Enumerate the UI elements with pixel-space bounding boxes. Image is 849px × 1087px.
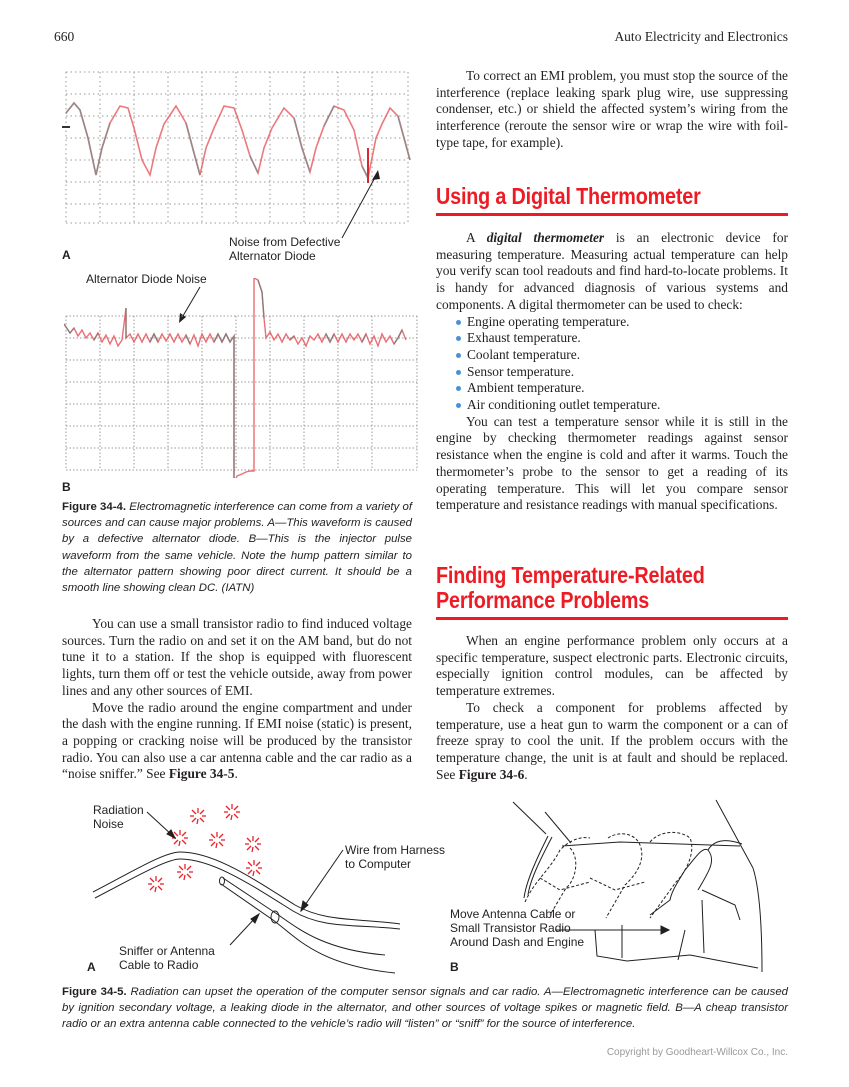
paragraph-specific-temperature: When an engine performance problem only occurs at a specific temperature, suspect electronic parts. Electronic circuits, especially ignition control modules, can be affected by temperature extremes.	[436, 633, 788, 699]
list-item: Ambient temperature.	[456, 380, 788, 397]
paragraph-transistor-radio: You can use a small transistor radio to find induced voltage sources. Turn the radio on and set it on the AM band, but do not tune it to a station. If the shop is equipped with fluorescent lights, turn them off or test the vehicle outside, away from power lines and any other sources of EMI.	[62, 616, 412, 698]
right-column-intro	[436, 68, 788, 152]
figure-34-5-panel-b-label: B	[450, 960, 459, 974]
figure-ref-34-6[interactable]: Figure 34-6	[458, 766, 525, 782]
list-item: Air conditioning outlet temperature.	[456, 397, 788, 414]
term-digital-thermometer: digital thermometer	[486, 230, 605, 245]
list-item: Engine operating temperature.	[456, 314, 788, 331]
callout-wire-harness: Wire from Harness to Computer	[345, 843, 446, 871]
paragraph-digital-thermometer: A digital thermometer is an electronic device for measuring temperature. Measuring actual temperature can help you verify scan tool readouts and find hard-to-locate problems. It is handy for advanced diagnosis of various systems and components. A digital thermometer can be used to check:	[436, 230, 788, 312]
paragraph-heat-gun: To check a component for problems affected by temperature, use a heat gun to warm the component or a can of freeze spray to cool the unit. If the problem occurs with the temperature change, the unit is at fault and should be replaced. See Figure 34-6.	[436, 699, 788, 782]
list-item: Sensor temperature.	[456, 364, 788, 381]
callout-move-antenna: Move Antenna Cable or Small Transistor Radio Around Dash and Engine	[450, 907, 585, 949]
copyright-notice: Copyright by Goodheart-Willcox Co., Inc.	[606, 1047, 788, 1058]
callout-alternator-diode-noise: Alternator Diode Noise	[86, 272, 207, 286]
figure-34-5-caption-label: Figure 34-5.	[62, 986, 127, 998]
left-column-body	[62, 616, 412, 783]
heading-rule	[436, 617, 788, 620]
list-item: Exhaust temperature.	[456, 330, 788, 347]
figure-34-4-caption	[62, 499, 412, 596]
callout-radiation-noise: Radiation Noise	[93, 803, 144, 831]
paragraph-correct-emi: To correct an EMI problem, you must stop the source of the interference (replace leaking spark plug wire, use suppressing condenser, etc.) or shield the affected system’s wiring from the interference (reroute the sensor wire or wrap the wire with foil-type tape, for example).	[436, 68, 788, 150]
figure-34-4-panel-a-label: A	[62, 248, 71, 262]
list-item: Coolant temperature.	[456, 347, 788, 364]
section-digital-thermometer-body	[436, 230, 788, 514]
callout-noise-defective-diode: Noise from Defective Alternator Diode	[229, 235, 341, 263]
figure-34-4-panel-b-label: B	[62, 480, 71, 494]
section-temperature-problems-body	[436, 633, 788, 783]
figure-34-5-illustration-b	[440, 790, 800, 980]
section-heading-digital-thermometer: Using a Digital Thermometer	[436, 183, 701, 209]
callout-sniffer-cable: Sniffer or Antenna Cable to Radio	[119, 944, 215, 972]
book-title: Auto Electricity and Electronics	[614, 29, 788, 44]
thermometer-uses-list	[436, 314, 788, 414]
section-heading-temperature-problems: Finding Temperature-Related Performance Problems	[436, 562, 705, 613]
paragraph-test-sensor: You can test a temperature sensor while it is still in the engine by checking thermometer readings against sensor resistance when the engine is cold and after it warms. Touch the thermometer’s probe to the sensor to get a reading of its operating temperature. This will let you compare sensor temperature and resistance readings with manual specifications.	[436, 413, 788, 513]
page-number: 660	[54, 29, 75, 44]
figure-34-4-caption-label: Figure 34-4.	[62, 501, 126, 513]
figure-34-4-caption-text: Electromagnetic interference can come from a variety of sources and can cause major problems. A—This waveform is caused by a defective alternator diode. B—This is the injector pulse waveform from the same vehicle. Note the hump pattern similar to the alternator pattern showing poor direct current. It should be a smooth line showing clean DC. (IATN)	[62, 501, 413, 595]
figure-ref-34-5[interactable]: Figure 34-5	[168, 766, 235, 782]
figure-34-5-caption-text: Radiation can upset the operation of the computer sensor signals and car radio. A—Electromagnetic interference can be caused by ignition secondary voltage, a leaking diode in the alternator, and other sources of voltage spikes or magnetic field. B—A cheap transistor radio or an extra antenna cable connected to the vehicle’s radio will “listen” or “sniff” for the source of interference.	[62, 986, 788, 1031]
heading-rule	[436, 213, 788, 216]
figure-34-5-caption	[62, 984, 788, 1033]
paragraph-move-radio: Move the radio around the engine compartment and under the dash with the engine running. If EMI noise (static) is present, a popping or cracking noise will be produced by the transistor radio. You can also use a car antenna cable and the car radio as a “noise sniffer.” See Figure 34-5.	[62, 699, 412, 782]
callout-arrow-a	[300, 160, 390, 240]
figure-34-5-panel-a-label: A	[87, 960, 96, 974]
radiation-spark-icons	[148, 804, 262, 892]
figure-34-4-waveform-b	[64, 278, 419, 478]
